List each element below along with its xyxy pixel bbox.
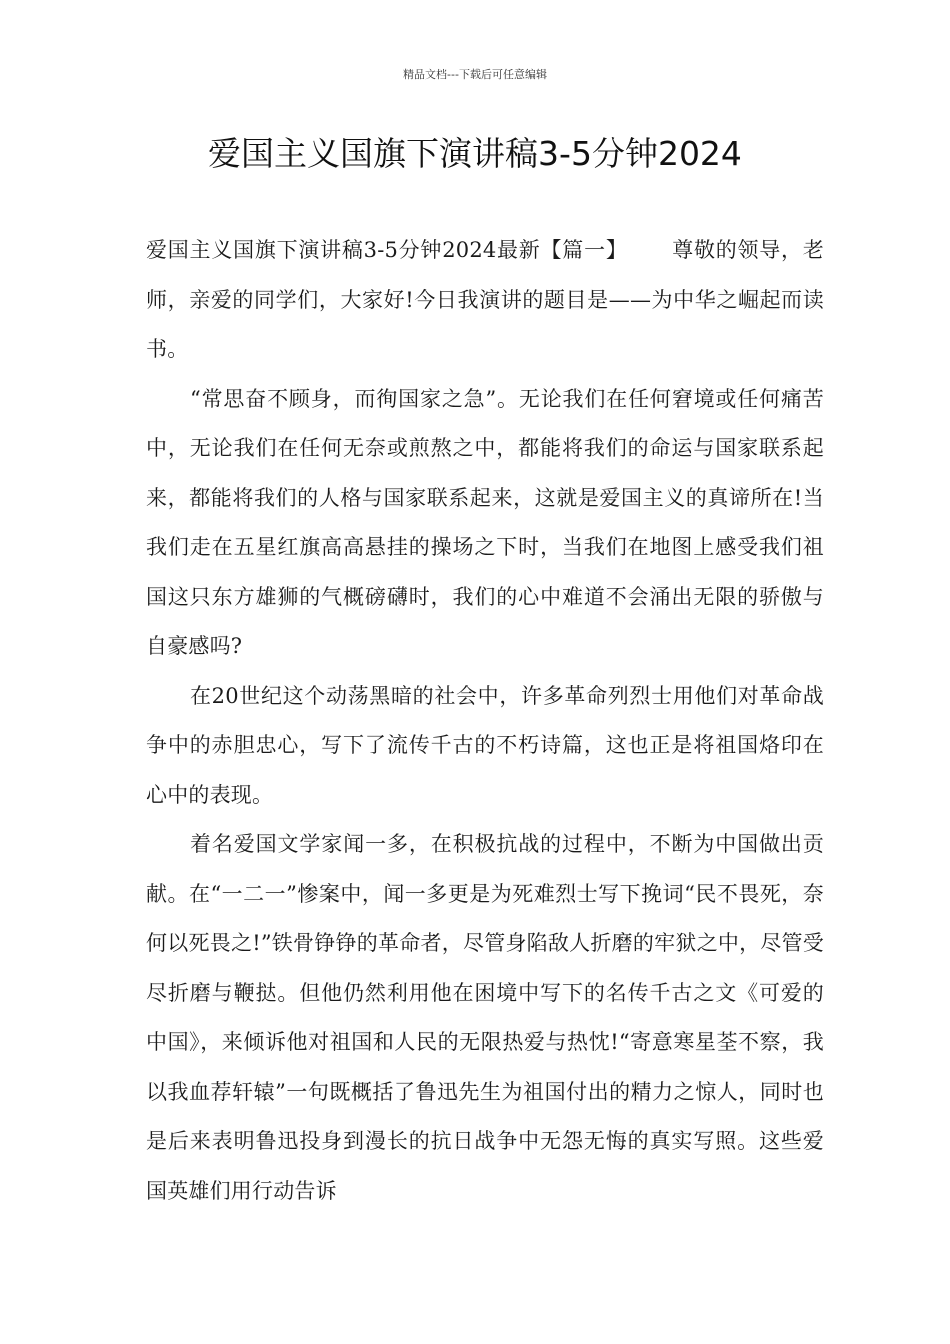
paragraph-1-lead: 爱国主义国旗下演讲稿3-5分钟2024最新【篇一】 [146,238,628,262]
paragraph-1-text: 尊敬的领导，老师，亲爱的同学们，大家好!今日我演讲的题目是——为中华之崛起而读书。 [146,238,824,361]
paragraph-4: 着名爱国文学家闻一多，在积极抗战的过程中，不断为中国做出贡献。在“一二一”惨案中，闻一多更是为死难烈士写下挽词“民不畏死，奈何以死畏之!”铁骨铮铮的革命者，尽管身陷敌人折磨的牢狱之中，尽管受尽折磨与鞭挞。但他仍然利用他在困境中写下的名传千古之文《可爱的中国》，来倾诉他对祖国和人民的无限热爱与热忱!“寄意寒星荃不察，我以我血荐轩辕”一句既概括了鲁迅先生为祖国付出的精力之惊人，同时也是后来表明鲁迅投身到漫长的抗日战争中无怨无悔的真实写照。这些爱国英雄们用行动告诉 [146,832,824,1203]
paragraph-1 [146,226,824,375]
document-body [146,226,824,1216]
paragraph-3: 在20世纪这个动荡黑暗的社会中，许多革命列烈士用他们对革命战争中的赤胆忠心，写下了流传千古的不朽诗篇，这也正是将祖国烙印在心中的表现。 [146,683,824,807]
document-title: 爱国主义国旗下演讲稿3-5分钟2024 [208,134,742,173]
header-note: 精品文档---下载后可任意编辑 [403,68,547,81]
paragraph-2: “常思奋不顾身，而徇国家之急”。无论我们在任何窘境或任何痛苦中，无论我们在任何无奈或煎熬之中，都能将我们的命运与国家联系起来，都能将我们的人格与国家联系起来，这就是爱国主义的真谛所在!当我们走在五星红旗高高悬挂的操场之下时，当我们在地图上感受我们祖国这只东方雄狮的气概磅礴时，我们的心中难道不会涌出无限的骄傲与自豪感吗? [146,386,824,658]
